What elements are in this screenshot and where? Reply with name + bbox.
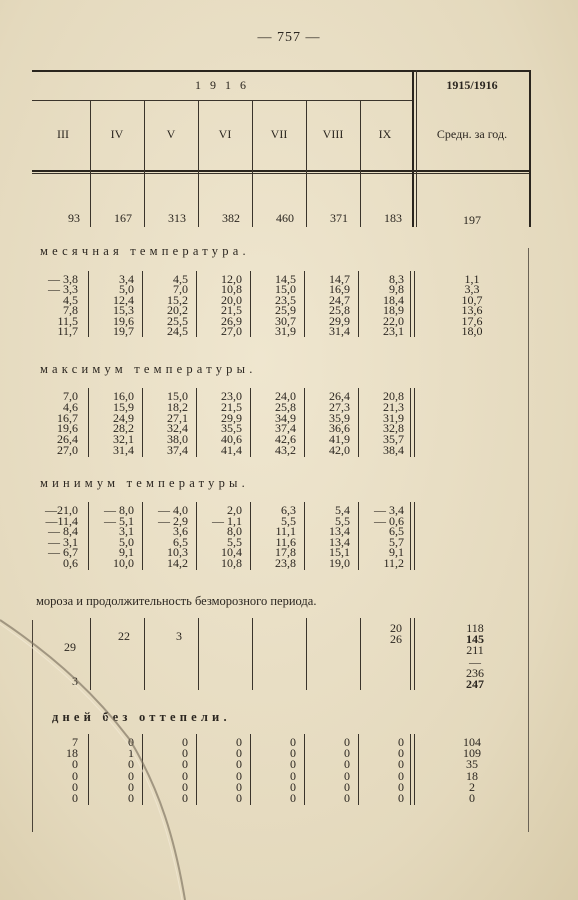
table-cell: 18: [66, 746, 78, 761]
table-cell: 27,0: [57, 443, 78, 457]
table-cell: 5,5: [335, 513, 350, 528]
table-cell: 25,8: [275, 399, 296, 414]
avg-cell: 18: [466, 768, 478, 783]
table-cell: — 5,1: [104, 513, 134, 528]
top-row-cell: 371: [330, 211, 348, 225]
month-header-IV: IV: [110, 127, 124, 141]
table-cell: 21,5: [221, 303, 242, 318]
table-cell: 15,1: [329, 545, 350, 560]
table-cell: 0: [398, 757, 404, 772]
frost-avg: 236: [466, 666, 484, 680]
section-title-monthly: месячная температура.: [40, 244, 250, 258]
table-cell: 21,5: [221, 399, 242, 414]
table-cell: — 3,1: [48, 534, 78, 549]
table-cell: 38,4: [383, 443, 404, 457]
table-cell: 21,3: [383, 399, 404, 414]
table-cell: 29,9: [221, 410, 242, 425]
frost-cell: 3: [72, 674, 78, 688]
frost-cell: 3: [176, 629, 182, 643]
top-row-cell: 382: [222, 211, 240, 225]
table-cell: 0: [72, 768, 78, 783]
table-cell: — 8,0: [104, 503, 134, 517]
table-cell: 35,5: [221, 421, 242, 436]
frost-avg: 211: [466, 643, 484, 657]
table-cell: 9,1: [389, 545, 404, 560]
table-cell: 40,6: [221, 432, 242, 447]
table-cell: 19,6: [57, 421, 78, 436]
table-cell: 11,7: [57, 324, 78, 338]
table-cell: 0: [182, 779, 188, 794]
section-title-max: максимум температуры.: [40, 362, 257, 376]
table-cell: 0: [128, 791, 134, 805]
table-cell: 16,7: [57, 410, 78, 425]
table-cell: 24,0: [275, 389, 296, 403]
table-cell: 19,7: [113, 324, 134, 338]
table-cell: 41,4: [221, 443, 242, 457]
table-cell: 37,4: [275, 421, 296, 436]
avg-cell: 109: [463, 746, 481, 761]
table-cell: 16,0: [113, 389, 134, 403]
table-cell: 28,2: [113, 421, 134, 436]
table-cell: 14,2: [167, 556, 188, 570]
table-cell: 5,0: [119, 282, 134, 297]
avg-cell: 0: [469, 791, 475, 805]
table-cell: 24,5: [167, 324, 188, 338]
table-cell: 0: [344, 779, 350, 794]
table-cell: 25,9: [275, 303, 296, 318]
table-cell: 0: [290, 735, 296, 749]
top-row-cell: 93: [68, 211, 80, 225]
section-title-thaw: дней без оттепели.: [52, 710, 231, 724]
table-cell: 0: [236, 768, 242, 783]
table-cell: 31,4: [329, 324, 350, 338]
avg-cell: 13,6: [461, 303, 483, 318]
table-cell: 19,6: [113, 313, 134, 328]
table-cell: 20,8: [383, 389, 404, 403]
table-cell: 0: [236, 791, 242, 805]
table-cell: 31,9: [383, 410, 404, 425]
table-cell: 0: [182, 791, 188, 805]
table-cell: 0,6: [63, 556, 78, 570]
frost-cell: 22: [118, 629, 130, 643]
table-cell: — 3,8: [48, 272, 78, 286]
frost-avg: 145: [466, 632, 484, 646]
table-cell: 1: [128, 746, 134, 761]
table-cell: 0: [236, 735, 242, 749]
table-cell: 4,5: [63, 292, 78, 307]
table-cell: 3,6: [173, 524, 188, 539]
table-cell: 13,4: [329, 534, 350, 549]
table-cell: 32,8: [383, 421, 404, 436]
month-header-VIII: VIII: [322, 127, 344, 141]
table-cell: — 3,3: [48, 282, 78, 297]
table-cell: 10,8: [221, 556, 242, 570]
avg-cell: 18,0: [461, 324, 483, 338]
table-cell: 0: [344, 735, 350, 749]
table-cell: 32,4: [167, 421, 188, 436]
table-cell: 0: [182, 746, 188, 761]
avg-cell: 17,6: [461, 313, 483, 328]
table-cell: 0: [290, 779, 296, 794]
table-cell: 0: [344, 746, 350, 761]
table-cell: 31,9: [275, 324, 296, 338]
table-cell: 5,5: [227, 534, 242, 549]
table-cell: 5,4: [335, 503, 350, 517]
table-cell: — 6,7: [48, 545, 78, 560]
table-cell: 5,7: [389, 534, 404, 549]
table-cell: 15,9: [113, 399, 134, 414]
table-cell: 15,3: [113, 303, 134, 318]
table-cell: 9,1: [119, 545, 134, 560]
table-cell: 7,8: [63, 303, 78, 318]
frost-cell: 20: [390, 621, 402, 635]
avg-cell: 104: [463, 735, 481, 749]
table-cell: 0: [236, 779, 242, 794]
table-cell: 0: [344, 757, 350, 772]
table-cell: 0: [290, 746, 296, 761]
table-cell: 26,9: [221, 313, 242, 328]
top-row-cell: 460: [276, 211, 294, 225]
table-cell: 13,4: [329, 524, 350, 539]
table-cell: 0: [72, 757, 78, 772]
table-cell: 18,4: [383, 292, 404, 307]
table-cell: 14,5: [275, 272, 296, 286]
table-cell: 10,0: [113, 556, 134, 570]
table-cell: 14,7: [329, 272, 350, 286]
table-cell: 31,4: [113, 443, 134, 457]
top-row-cell: 313: [168, 211, 186, 225]
table-cell: 8,3: [389, 272, 404, 286]
table-cell: 7: [72, 735, 78, 749]
table-cell: 27,0: [221, 324, 242, 338]
table-cell: 11,6: [275, 534, 296, 549]
table-cell: 0: [344, 768, 350, 783]
table-cell: 27,1: [167, 410, 188, 425]
frost-avg: —: [469, 655, 481, 669]
table-cell: 18,9: [383, 303, 404, 318]
month-header-IX: IX: [378, 127, 392, 141]
table-cell: 20,2: [167, 303, 188, 318]
table-cell: 26,4: [329, 389, 350, 403]
avg-cell: 1,1: [464, 272, 480, 286]
table-cell: 10,4: [221, 545, 242, 560]
table-cell: 32,1: [113, 432, 134, 447]
table-cell: 42,0: [329, 443, 350, 457]
table-cell: 23,0: [221, 389, 242, 403]
table-cell: 0: [398, 791, 404, 805]
table-cell: 4,6: [63, 399, 78, 414]
table-cell: 0: [290, 757, 296, 772]
table-cell: 42,6: [275, 432, 296, 447]
table-cell: 17,8: [275, 545, 296, 560]
table-cell: 15,0: [275, 282, 296, 297]
table-cell: 22,0: [383, 313, 404, 328]
table-cell: 15,0: [167, 389, 188, 403]
frost-cell: 29: [64, 640, 76, 654]
season-header: 1915/1916: [446, 78, 498, 92]
table-cell: 6,5: [389, 524, 404, 539]
table-cell: 3,1: [119, 524, 134, 539]
month-header-III: III: [57, 127, 69, 141]
table-cell: 0: [290, 768, 296, 783]
table-cell: 7,0: [63, 389, 78, 403]
page-number: — 757 —: [257, 30, 321, 45]
table-cell: 0: [128, 757, 134, 772]
table-cell: — 4,0: [158, 503, 188, 517]
table-cell: 2,0: [227, 503, 242, 517]
table-cell: 9,8: [389, 282, 404, 297]
table-cell: 0: [128, 779, 134, 794]
table-cell: 0: [72, 779, 78, 794]
month-header-VII: VII: [270, 127, 288, 141]
frost-avg: 247: [466, 677, 484, 691]
table-cell: 19,0: [329, 556, 350, 570]
table-cell: 7,0: [173, 282, 188, 297]
table-cell: 15,2: [167, 292, 188, 307]
table-cell: 23,8: [275, 556, 296, 570]
month-header-V: V: [166, 127, 176, 141]
table-cell: 4,5: [173, 272, 188, 286]
table-cell: 38,0: [167, 432, 188, 447]
table-cell: — 0,6: [374, 513, 404, 528]
table-cell: 0: [72, 791, 78, 805]
table-cell: 37,4: [167, 443, 188, 457]
table-cell: — 3,4: [374, 503, 404, 517]
table-cell: 6,5: [173, 534, 188, 549]
table-cell: 0: [398, 746, 404, 761]
table-cell: 34,9: [275, 410, 296, 425]
table-cell: — 2,9: [158, 513, 188, 528]
table-cell: 0: [182, 735, 188, 749]
table-cell: —21,0: [45, 503, 78, 517]
table-cell: — 8,4: [48, 524, 78, 539]
avg-cell: 10,7: [461, 292, 483, 307]
table-cell: 0: [398, 768, 404, 783]
table-cell: 11,1: [275, 524, 296, 539]
table-cell: 16,9: [329, 282, 350, 297]
avg-cell: 35: [466, 757, 478, 772]
table-cell: 29,9: [329, 313, 350, 328]
table-cell: 43,2: [275, 443, 296, 457]
table-cell: 5,0: [119, 534, 134, 549]
table-cell: 20,0: [221, 292, 242, 307]
table-cell: 0: [236, 746, 242, 761]
top-row-cell: 167: [114, 211, 132, 225]
table-cell: 11,5: [57, 313, 78, 328]
table-cell: 25,5: [167, 313, 188, 328]
top-row-cell: 183: [384, 211, 402, 225]
table-cell: 0: [182, 768, 188, 783]
table-cell: 12,4: [113, 292, 134, 307]
table-cell: —11,4: [45, 513, 78, 528]
table-cell: 23,1: [383, 324, 404, 338]
table-cell: 27,3: [329, 399, 350, 414]
table-cell: 18,2: [167, 399, 188, 414]
table-cell: 35,9: [329, 410, 350, 425]
month-header-VI: VI: [218, 127, 232, 141]
table-cell: 30,7: [275, 313, 296, 328]
table-cell: 36,6: [329, 421, 350, 436]
avg-header: Средн. за год.: [436, 127, 508, 141]
table-cell: 24,9: [113, 410, 134, 425]
avg-cell: 2: [469, 779, 475, 794]
section-title-frost: мороза и продолжительность безморозного периода.: [36, 594, 317, 608]
table-cell: 8,0: [227, 524, 242, 539]
table-cell: 24,7: [329, 292, 350, 307]
table-cell: 5,5: [281, 513, 296, 528]
table-cell: 25,8: [329, 303, 350, 318]
table-cell: 23,5: [275, 292, 296, 307]
table-cell: 0: [398, 779, 404, 794]
table-cell: 0: [290, 791, 296, 805]
table-cell: 0: [398, 735, 404, 749]
top-row-avg: 197: [463, 213, 481, 227]
table-cell: 0: [128, 735, 134, 749]
table-cell: 41,9: [329, 432, 350, 447]
table-cell: 0: [182, 757, 188, 772]
year-header: 1 9 1 6: [195, 78, 249, 92]
section-title-min: минимум температуры.: [40, 476, 249, 490]
avg-cell: 3,3: [464, 282, 480, 297]
table-cell: 6,3: [281, 503, 296, 517]
table-cell: 11,2: [383, 556, 404, 570]
frost-cell: 26: [390, 632, 402, 646]
frost-avg: 118: [466, 621, 484, 635]
table-cell: 12,0: [221, 272, 242, 286]
table-cell: 0: [344, 791, 350, 805]
table-cell: 35,7: [383, 432, 404, 447]
table-cell: 26,4: [57, 432, 78, 447]
table-cell: 0: [236, 757, 242, 772]
table-cell: 10,8: [221, 282, 242, 297]
table-cell: — 1,1: [212, 513, 242, 528]
table-cell: 3,4: [119, 272, 134, 286]
table-cell: 10,3: [167, 545, 188, 560]
table-cell: 0: [128, 768, 134, 783]
